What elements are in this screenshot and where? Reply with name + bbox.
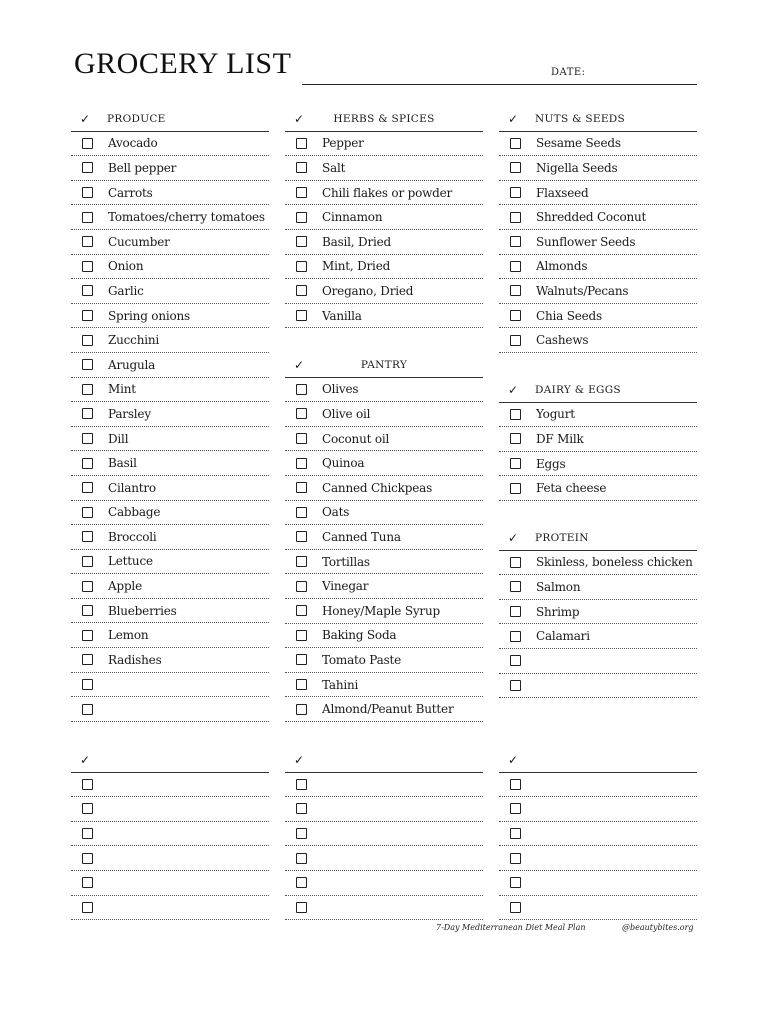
checkbox[interactable] bbox=[296, 704, 307, 715]
list-item bbox=[71, 896, 269, 921]
section-header bbox=[71, 748, 269, 773]
item-label: Chili flakes or powder bbox=[322, 185, 453, 200]
list-item bbox=[285, 230, 483, 255]
item-label: Radishes bbox=[108, 652, 162, 667]
section-header bbox=[285, 353, 483, 378]
list-item bbox=[285, 648, 483, 673]
list-item bbox=[499, 846, 697, 871]
item-label: Lemon bbox=[108, 628, 149, 643]
list-item bbox=[285, 181, 483, 206]
checkbox[interactable] bbox=[510, 828, 521, 839]
footer-credit: @beautybites.org bbox=[622, 923, 694, 932]
list-item bbox=[71, 574, 269, 599]
item-label: Spring onions bbox=[108, 308, 191, 323]
checkbox[interactable] bbox=[82, 828, 93, 839]
list-item bbox=[71, 846, 269, 871]
checkbox[interactable] bbox=[510, 236, 521, 247]
list-item bbox=[499, 797, 697, 822]
checkbox[interactable] bbox=[296, 779, 307, 790]
section-title: HERBS & SPICES bbox=[333, 112, 435, 125]
item-label: Almond/Peanut Butter bbox=[322, 702, 454, 717]
list-item bbox=[285, 697, 483, 722]
checkbox[interactable] bbox=[296, 556, 307, 567]
list-item bbox=[71, 181, 269, 206]
checkbox[interactable] bbox=[510, 261, 521, 272]
list-item bbox=[285, 896, 483, 921]
checkbox[interactable] bbox=[296, 458, 307, 469]
check-mark-icon: ✓ bbox=[294, 111, 305, 126]
item-label: Basil, Dried bbox=[322, 234, 392, 249]
list-item bbox=[499, 156, 697, 181]
item-label: Oats bbox=[322, 505, 350, 520]
checkbox[interactable] bbox=[82, 704, 93, 715]
item-label: Vinegar bbox=[322, 579, 369, 594]
list-item bbox=[499, 773, 697, 798]
date-field[interactable] bbox=[302, 84, 697, 85]
list-item bbox=[71, 550, 269, 575]
checkbox[interactable] bbox=[510, 335, 521, 346]
checkbox[interactable] bbox=[296, 507, 307, 518]
section-herbs-spices bbox=[285, 107, 483, 328]
section-header bbox=[499, 107, 697, 132]
item-label: Skinless, boneless chicken bbox=[536, 555, 693, 570]
list-item bbox=[499, 476, 697, 501]
list-item bbox=[71, 697, 269, 722]
checkbox[interactable] bbox=[82, 654, 93, 665]
item-label: Zucchini bbox=[108, 333, 160, 348]
section-dairy-eggs bbox=[499, 378, 697, 501]
section-title: DAIRY & EGGS bbox=[535, 383, 621, 396]
checkbox[interactable] bbox=[82, 335, 93, 346]
list-item bbox=[285, 624, 483, 649]
checkbox[interactable] bbox=[82, 482, 93, 493]
item-label: Salmon bbox=[536, 579, 581, 594]
list-item bbox=[285, 255, 483, 280]
page-title: GROCERY LIST bbox=[74, 47, 292, 80]
checkbox[interactable] bbox=[296, 285, 307, 296]
list-item bbox=[285, 304, 483, 329]
section-header bbox=[499, 378, 697, 403]
item-label: Canned Chickpeas bbox=[322, 480, 433, 495]
checkbox[interactable] bbox=[82, 187, 93, 198]
item-label: Dill bbox=[108, 431, 129, 446]
list-item bbox=[499, 181, 697, 206]
list-item bbox=[285, 599, 483, 624]
checkbox[interactable] bbox=[296, 482, 307, 493]
checkbox[interactable] bbox=[82, 531, 93, 542]
checkbox[interactable] bbox=[296, 531, 307, 542]
checkbox[interactable] bbox=[296, 433, 307, 444]
item-label: Salt bbox=[322, 160, 346, 175]
checkbox[interactable] bbox=[296, 162, 307, 173]
item-label: Chia Seeds bbox=[536, 308, 602, 323]
checkbox[interactable] bbox=[296, 902, 307, 913]
checkbox[interactable] bbox=[82, 581, 93, 592]
check-mark-icon: ✓ bbox=[508, 752, 519, 767]
item-label: Yogurt bbox=[536, 407, 575, 422]
checkbox[interactable] bbox=[510, 433, 521, 444]
checkbox[interactable] bbox=[296, 828, 307, 839]
checkbox[interactable] bbox=[82, 408, 93, 419]
item-label: Mint bbox=[108, 382, 136, 397]
list-item bbox=[71, 501, 269, 526]
checkbox[interactable] bbox=[82, 162, 93, 173]
checkbox[interactable] bbox=[510, 680, 521, 691]
list-item bbox=[71, 353, 269, 378]
checkbox[interactable] bbox=[510, 310, 521, 321]
item-label: Sesame Seeds bbox=[536, 136, 621, 151]
checkbox[interactable] bbox=[296, 408, 307, 419]
checkbox[interactable] bbox=[510, 212, 521, 223]
list-item bbox=[71, 797, 269, 822]
checkbox[interactable] bbox=[82, 630, 93, 641]
checkbox[interactable] bbox=[82, 433, 93, 444]
list-item bbox=[285, 525, 483, 550]
item-label: Feta cheese bbox=[536, 481, 607, 496]
list-item bbox=[285, 427, 483, 452]
checkbox[interactable] bbox=[510, 162, 521, 173]
item-label: Tomato Paste bbox=[322, 652, 402, 667]
item-label: Parsley bbox=[108, 406, 151, 421]
checkbox[interactable] bbox=[510, 458, 521, 469]
list-item bbox=[71, 427, 269, 452]
section-title: PROTEIN bbox=[535, 531, 589, 544]
section-protein bbox=[499, 526, 697, 698]
checkbox[interactable] bbox=[296, 310, 307, 321]
item-label: Flaxseed bbox=[536, 185, 589, 200]
checkbox[interactable] bbox=[510, 138, 521, 149]
list-item bbox=[71, 648, 269, 673]
checkbox[interactable] bbox=[82, 285, 93, 296]
list-item bbox=[499, 132, 697, 157]
item-label: Quinoa bbox=[322, 456, 365, 471]
item-label: Garlic bbox=[108, 283, 144, 298]
list-item bbox=[285, 773, 483, 798]
item-label: Honey/Maple Syrup bbox=[322, 603, 440, 618]
footer-plan-name: 7-Day Mediterranean Diet Meal Plan bbox=[436, 923, 586, 932]
list-item bbox=[499, 255, 697, 280]
checkbox[interactable] bbox=[82, 902, 93, 913]
section-header bbox=[499, 748, 697, 773]
checkbox[interactable] bbox=[510, 557, 521, 568]
list-item bbox=[499, 551, 697, 576]
item-label: Cinnamon bbox=[322, 210, 383, 225]
list-item bbox=[71, 623, 269, 648]
checkbox[interactable] bbox=[82, 261, 93, 272]
item-label: Cabbage bbox=[108, 505, 161, 520]
checkbox[interactable] bbox=[82, 310, 93, 321]
list-item bbox=[71, 132, 269, 157]
item-label: Bell pepper bbox=[108, 160, 177, 175]
list-item bbox=[499, 427, 697, 452]
section-header bbox=[285, 107, 483, 132]
item-label: Cashews bbox=[536, 333, 589, 348]
item-label: Carrots bbox=[108, 185, 153, 200]
item-label: Walnuts/Pecans bbox=[536, 283, 629, 298]
item-label: Broccoli bbox=[108, 529, 157, 544]
item-label: Onion bbox=[108, 259, 144, 274]
checkbox[interactable] bbox=[82, 236, 93, 247]
list-item bbox=[499, 674, 697, 699]
check-mark-icon: ✓ bbox=[80, 752, 91, 767]
checkbox[interactable] bbox=[296, 138, 307, 149]
item-label: Pepper bbox=[322, 136, 364, 151]
list-item bbox=[499, 600, 697, 625]
list-item bbox=[71, 871, 269, 896]
check-mark-icon: ✓ bbox=[80, 111, 91, 126]
list-item bbox=[499, 328, 697, 353]
list-item bbox=[71, 476, 269, 501]
checkbox[interactable] bbox=[510, 803, 521, 814]
check-mark-icon: ✓ bbox=[508, 382, 519, 397]
checkbox[interactable] bbox=[296, 212, 307, 223]
section-header bbox=[71, 107, 269, 132]
list-item bbox=[499, 624, 697, 649]
section-blank-1 bbox=[71, 748, 269, 920]
checkbox[interactable] bbox=[510, 285, 521, 296]
list-item bbox=[499, 279, 697, 304]
list-item bbox=[285, 846, 483, 871]
list-item bbox=[285, 132, 483, 157]
checkbox[interactable] bbox=[510, 187, 521, 198]
list-item bbox=[71, 230, 269, 255]
checkbox[interactable] bbox=[82, 779, 93, 790]
checkbox[interactable] bbox=[296, 384, 307, 395]
checkbox[interactable] bbox=[510, 606, 521, 617]
list-item bbox=[71, 156, 269, 181]
list-item bbox=[499, 403, 697, 428]
checkbox[interactable] bbox=[82, 384, 93, 395]
item-label: Oregano, Dried bbox=[322, 283, 414, 298]
list-item bbox=[285, 574, 483, 599]
item-label: Blueberries bbox=[108, 603, 177, 618]
checkbox[interactable] bbox=[510, 902, 521, 913]
item-label: Baking Soda bbox=[322, 628, 397, 643]
item-label: Vanilla bbox=[322, 308, 362, 323]
check-mark-icon: ✓ bbox=[294, 752, 305, 767]
list-item bbox=[285, 550, 483, 575]
list-item bbox=[285, 378, 483, 403]
section-nuts-seeds bbox=[499, 107, 697, 353]
section-pantry bbox=[285, 353, 483, 722]
item-label: Tortillas bbox=[322, 554, 370, 569]
checkbox[interactable] bbox=[82, 507, 93, 518]
list-item bbox=[285, 673, 483, 698]
section-blank-3 bbox=[499, 748, 697, 920]
checkbox[interactable] bbox=[510, 483, 521, 494]
list-item bbox=[499, 452, 697, 477]
list-item bbox=[499, 205, 697, 230]
checkbox[interactable] bbox=[296, 853, 307, 864]
checkbox[interactable] bbox=[510, 409, 521, 420]
section-produce bbox=[71, 107, 269, 722]
checkbox[interactable] bbox=[296, 581, 307, 592]
item-label: Almonds bbox=[536, 259, 588, 274]
checkbox[interactable] bbox=[296, 803, 307, 814]
item-label: Lettuce bbox=[108, 554, 153, 569]
item-label: Calamari bbox=[536, 629, 590, 644]
checkbox[interactable] bbox=[82, 556, 93, 567]
list-item bbox=[499, 304, 697, 329]
item-label: Eggs bbox=[536, 456, 566, 471]
item-label: Basil bbox=[108, 456, 137, 471]
checkbox[interactable] bbox=[296, 261, 307, 272]
list-item bbox=[71, 328, 269, 353]
checkbox[interactable] bbox=[296, 236, 307, 247]
list-item bbox=[71, 304, 269, 329]
list-item bbox=[499, 230, 697, 255]
list-item bbox=[285, 871, 483, 896]
list-item bbox=[499, 871, 697, 896]
checkbox[interactable] bbox=[510, 631, 521, 642]
list-item bbox=[499, 649, 697, 674]
list-item bbox=[71, 525, 269, 550]
checkbox[interactable] bbox=[82, 359, 93, 370]
list-item bbox=[71, 255, 269, 280]
section-header bbox=[499, 526, 697, 551]
checkbox[interactable] bbox=[510, 581, 521, 592]
list-item bbox=[71, 822, 269, 847]
checkbox[interactable] bbox=[296, 605, 307, 616]
item-label: Coconut oil bbox=[322, 431, 390, 446]
list-item bbox=[499, 822, 697, 847]
list-item bbox=[285, 402, 483, 427]
list-item bbox=[285, 156, 483, 181]
section-blank-2 bbox=[285, 748, 483, 920]
checkbox[interactable] bbox=[82, 803, 93, 814]
section-title: PRODUCE bbox=[107, 112, 166, 125]
list-item bbox=[285, 476, 483, 501]
checkbox[interactable] bbox=[296, 877, 307, 888]
list-item bbox=[499, 896, 697, 921]
list-item bbox=[71, 402, 269, 427]
checkbox[interactable] bbox=[82, 853, 93, 864]
checkbox[interactable] bbox=[82, 138, 93, 149]
date-label: DATE: bbox=[551, 67, 586, 78]
checkbox[interactable] bbox=[296, 187, 307, 198]
item-label: Sunflower Seeds bbox=[536, 234, 636, 249]
list-item bbox=[285, 822, 483, 847]
list-item bbox=[71, 451, 269, 476]
item-label: Olives bbox=[322, 382, 359, 397]
check-mark-icon: ✓ bbox=[508, 530, 519, 545]
list-item bbox=[285, 205, 483, 230]
item-label: Cucumber bbox=[108, 234, 170, 249]
checkbox[interactable] bbox=[296, 654, 307, 665]
list-item bbox=[71, 673, 269, 698]
list-item bbox=[71, 773, 269, 798]
checkbox[interactable] bbox=[510, 853, 521, 864]
list-item bbox=[499, 575, 697, 600]
list-item bbox=[285, 501, 483, 526]
item-label: Mint, Dried bbox=[322, 259, 391, 274]
list-item bbox=[71, 205, 269, 230]
list-item bbox=[285, 279, 483, 304]
checkbox[interactable] bbox=[82, 605, 93, 616]
list-item bbox=[71, 279, 269, 304]
checkbox[interactable] bbox=[510, 655, 521, 666]
section-header bbox=[285, 748, 483, 773]
checkbox[interactable] bbox=[82, 212, 93, 223]
item-label: Avocado bbox=[108, 136, 158, 151]
checkbox[interactable] bbox=[296, 679, 307, 690]
section-title: NUTS & SEEDS bbox=[535, 112, 625, 125]
checkbox[interactable] bbox=[296, 630, 307, 641]
item-label: DF Milk bbox=[536, 431, 584, 446]
item-label: Nigella Seeds bbox=[536, 160, 618, 175]
checkbox[interactable] bbox=[82, 458, 93, 469]
item-label: Olive oil bbox=[322, 406, 371, 421]
checkbox[interactable] bbox=[82, 877, 93, 888]
list-item bbox=[71, 599, 269, 624]
list-item bbox=[71, 378, 269, 403]
item-label: Arugula bbox=[108, 357, 156, 372]
check-mark-icon: ✓ bbox=[508, 111, 519, 126]
item-label: Apple bbox=[108, 579, 142, 594]
item-label: Tahini bbox=[322, 677, 359, 692]
checkbox[interactable] bbox=[510, 779, 521, 790]
checkbox[interactable] bbox=[82, 679, 93, 690]
item-label: Canned Tuna bbox=[322, 529, 401, 544]
item-label: Tomatoes/cherry tomatoes bbox=[108, 210, 265, 225]
item-label: Cilantro bbox=[108, 480, 156, 495]
list-item bbox=[285, 451, 483, 476]
item-label: Shrimp bbox=[536, 604, 580, 619]
check-mark-icon: ✓ bbox=[294, 357, 305, 372]
checkbox[interactable] bbox=[510, 877, 521, 888]
list-item bbox=[285, 797, 483, 822]
section-title: PANTRY bbox=[360, 358, 408, 371]
item-label: Shredded Coconut bbox=[536, 210, 647, 225]
